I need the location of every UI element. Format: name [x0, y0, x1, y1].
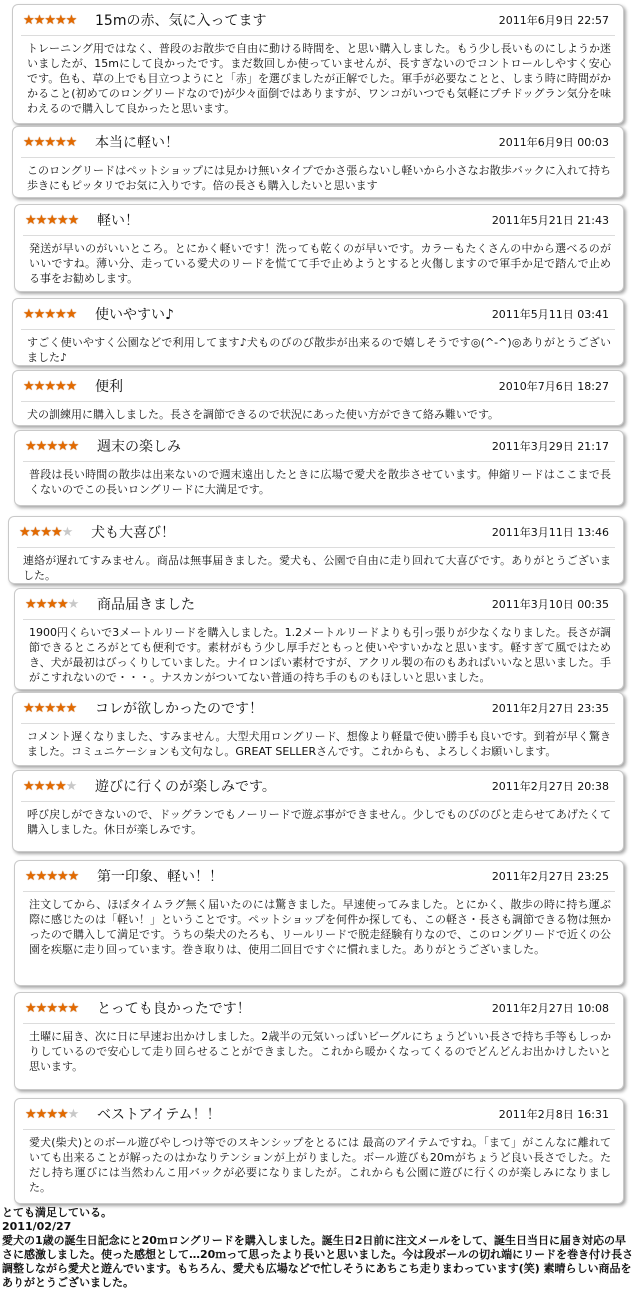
star-filled-icon: ★	[65, 701, 77, 716]
star-filled-icon: ★	[56, 869, 68, 884]
review-body: 犬の訓練用に購入しました。長さを調節できるので状況にあった使い方ができて絡み難いです。	[27, 408, 500, 421]
star-filled-icon: ★	[44, 701, 55, 716]
star-filled-icon: ★	[29, 525, 41, 540]
star-filled-icon: ★	[46, 1107, 57, 1122]
star-filled-icon: ★	[44, 379, 55, 394]
star-filled-icon: ★	[46, 213, 57, 228]
star-filled-icon: ★	[54, 307, 66, 322]
review-title: とっても良かったです！	[97, 1001, 251, 1017]
star-filled-icon: ★	[46, 1001, 57, 1016]
review-date: 2011年2月27日 20:38	[491, 780, 609, 793]
review-header	[25, 437, 613, 459]
star-filled-icon: ★	[54, 13, 66, 28]
review-title: 遊びに行くのが楽しみです。	[95, 779, 276, 795]
review-body: 土曜に届き、次に日に早速お出かけしました。2歳半の元気いっぱいビーグルにちょうどいい長さで持ち手等もしっかりしているので安心して走り回らせることができました。これから暖かくなってくるのでどんどんお出かけしたいと思います。	[29, 1030, 611, 1073]
star-filled-icon: ★	[54, 701, 66, 716]
review-header	[23, 699, 613, 721]
footer-review-body: 愛犬の1歳の誕生日記念にと20ｍロングリードを購入しました。誕生日2日前に注文メールをして、誕生日当日に届き対応の早さに感激しました。使った感想として…20ｍって思ったより長いと思いました。今は段ボールの切れ端にリードを巻き付け長さ調整しながら愛犬と遊んでいます。もちろん、愛犬も広場などで忙しそうにあちこち走りまわっています(笑) 素晴らしい商品をありがとうございました。	[2, 1234, 634, 1288]
divider	[21, 35, 615, 36]
review-title: 本当に軽い！	[95, 135, 179, 151]
star-filled-icon: ★	[54, 779, 66, 794]
review-card	[12, 770, 624, 852]
star-rating	[25, 212, 78, 230]
review-header	[25, 1105, 613, 1127]
review-card	[12, 692, 624, 766]
star-filled-icon: ★	[23, 779, 34, 794]
review-card	[12, 4, 624, 124]
star-filled-icon: ★	[40, 525, 51, 540]
star-filled-icon: ★	[33, 779, 45, 794]
review-card	[14, 204, 624, 292]
review-card	[14, 992, 624, 1090]
review-date: 2011年6月9日 22:57	[498, 14, 609, 27]
review-date: 2011年3月11日 13:46	[491, 526, 609, 539]
star-filled-icon: ★	[33, 379, 45, 394]
review-card	[12, 298, 624, 366]
review-header	[23, 133, 613, 155]
star-filled-icon: ★	[23, 379, 34, 394]
review-date: 2011年5月21日 21:43	[491, 214, 609, 227]
star-filled-icon: ★	[35, 1107, 47, 1122]
star-filled-icon: ★	[67, 213, 79, 228]
review-title: 犬も大喜び！	[91, 525, 175, 541]
footer-review-title: とても満足している。	[2, 1206, 112, 1219]
star-filled-icon: ★	[35, 869, 47, 884]
review-header	[23, 377, 613, 399]
review-card	[12, 126, 624, 198]
star-rating	[25, 1000, 78, 1018]
star-filled-icon: ★	[25, 439, 36, 454]
star-filled-icon: ★	[46, 597, 57, 612]
star-filled-icon: ★	[44, 779, 55, 794]
star-rating	[23, 306, 76, 324]
divider	[21, 723, 615, 724]
review-title: コレが欲しかったのです！	[95, 701, 263, 717]
review-date: 2011年2月27日 23:25	[491, 870, 609, 883]
divider	[21, 329, 615, 330]
star-filled-icon: ★	[35, 597, 47, 612]
review-body: コメント遅くなりました、すみません。大型犬用ロングリード、想像より軽量で使い勝手も良いです。到着が早く驚きました。コミュニケーションも文句なし。GREAT SELLERさんです。これからも、よろしくお願いします。	[27, 730, 611, 758]
divider	[23, 891, 615, 892]
star-filled-icon: ★	[44, 135, 55, 150]
review-header	[25, 999, 613, 1021]
star-filled-icon: ★	[56, 1001, 68, 1016]
star-filled-icon: ★	[25, 1107, 36, 1122]
review-date: 2011年2月8日 16:31	[498, 1108, 609, 1121]
star-filled-icon: ★	[56, 1107, 68, 1122]
star-filled-icon: ★	[23, 701, 34, 716]
review-date: 2010年7月6日 18:27	[498, 380, 609, 393]
star-filled-icon: ★	[50, 525, 62, 540]
star-filled-icon: ★	[56, 213, 68, 228]
review-date: 2011年2月27日 23:35	[491, 702, 609, 715]
star-rating	[25, 438, 78, 456]
review-body: 連絡が遅れてすみません。商品は無事届きました。愛犬も、公園で自由に走り回れて大喜びです。ありがとうございました。	[23, 554, 611, 582]
divider	[21, 801, 615, 802]
star-rating	[25, 1106, 78, 1124]
review-card	[8, 516, 624, 584]
star-filled-icon: ★	[25, 1001, 36, 1016]
review-body: 普段は長い時間の散歩は出来ないので週末遠出したときに広場で愛犬を散歩させています。伸縮リードはここまで長くないのでこの長いロングリードに大満足です。	[29, 468, 611, 496]
review-body: トレーニング用ではなく、普段のお散歩で自由に動ける時間を、と思い購入しました。もう少し長いものにしようか迷いましたが、15mにして良かったです。まだ数回しか使っていませんが、長すぎないのでコントロールしやすく安心です。色も、草の上でも目立つようにと「赤」を選びましたが正解でした。軍手が必要なことと、しまう時に時間がかかること(初めてのロングリードなので)が少々面倒ではありますが、ワンコがいつでも気軽にプチドッグラン気分を味わえるので購入して良かったと思います。	[27, 42, 611, 115]
star-rating	[23, 778, 76, 796]
review-header	[25, 595, 613, 617]
star-filled-icon: ★	[23, 135, 34, 150]
star-filled-icon: ★	[54, 379, 66, 394]
star-rating	[25, 868, 78, 886]
review-body: 注文してから、ほぼタイムラグ無く届いたのには驚きました。早速使ってみました。とにかく、散歩の時に持ち運ぶ際に感じたのは「軽い！」ということです。ペットショップを何件か探しても、この軽さ・長さも調節できる物は無かったので購入して満足です。うちの柴犬のたろも、リールリードで脱走経験有りなので、このロングリードで近くの公園を疾駆に走り回っています。巻き取りは、使用二回目ですぐに慣れました。ありがとうございました。	[29, 898, 611, 956]
star-filled-icon: ★	[54, 135, 66, 150]
review-title: 商品届きました	[97, 597, 195, 613]
divider	[23, 235, 615, 236]
star-filled-icon: ★	[44, 13, 55, 28]
review-date: 2011年5月11日 03:41	[491, 308, 609, 321]
star-rating	[23, 12, 76, 30]
star-filled-icon: ★	[67, 439, 79, 454]
star-filled-icon: ★	[35, 213, 47, 228]
review-title: 15mの赤、気に入ってます	[95, 13, 267, 29]
star-filled-icon: ★	[25, 213, 36, 228]
star-filled-icon: ★	[33, 307, 45, 322]
star-filled-icon: ★	[25, 597, 36, 612]
star-filled-icon: ★	[65, 379, 77, 394]
star-rating	[23, 134, 76, 152]
review-title: 便利	[95, 379, 123, 395]
star-filled-icon: ★	[65, 307, 77, 322]
review-date: 2011年3月29日 21:17	[491, 440, 609, 453]
review-date: 2011年3月10日 00:35	[491, 598, 609, 611]
review-card	[14, 1098, 624, 1204]
star-filled-icon: ★	[33, 701, 45, 716]
star-empty-icon: ★	[61, 525, 73, 540]
divider	[21, 157, 615, 158]
star-filled-icon: ★	[19, 525, 30, 540]
review-header	[23, 11, 613, 33]
divider	[23, 619, 615, 620]
star-rating	[25, 596, 78, 614]
star-empty-icon: ★	[65, 779, 77, 794]
divider	[23, 1129, 615, 1130]
review-title: ベストアイテム！！	[97, 1107, 221, 1123]
review-body: 呼び戻しができないので、ドッグランでもノーリードで遊ぶ事ができません。少しでものびのびと走らせてあげたくて購入しました。休日が楽しみです。	[27, 808, 611, 836]
review-card	[14, 430, 624, 506]
star-filled-icon: ★	[33, 135, 45, 150]
star-rating	[23, 378, 76, 396]
star-rating	[19, 524, 72, 542]
star-filled-icon: ★	[25, 869, 36, 884]
star-filled-icon: ★	[56, 439, 68, 454]
footer-review-date: 2011/02/27	[2, 1220, 72, 1233]
star-filled-icon: ★	[56, 597, 68, 612]
star-empty-icon: ★	[67, 597, 79, 612]
review-date: 2011年2月27日 10:08	[491, 1002, 609, 1015]
review-body: 愛犬(柴犬)とのボール遊びやしつけ等でのスキンシップをとるには 最高のアイテムですね。「まて」がこんなに離れていても出来ることが解ったのはかなりテンションが上がりました。ボール遊びも20mがちょうど良い長さでした。ただし持ち運びには当然わんこ用バックが必要になりましたが。これからも公園に遊びに行くのが楽しみになりました。	[29, 1136, 611, 1194]
star-filled-icon: ★	[23, 13, 34, 28]
divider	[21, 401, 615, 402]
star-empty-icon: ★	[67, 1107, 79, 1122]
star-filled-icon: ★	[33, 13, 45, 28]
star-filled-icon: ★	[46, 439, 57, 454]
review-header	[19, 523, 613, 545]
divider	[23, 461, 615, 462]
review-title: 使いやすい♪	[95, 307, 174, 323]
review-header	[25, 211, 613, 233]
review-body: すごく使いやすく公園などで利用してます♪犬ものびのび散歩が出来るので嬉しそうです◎(^-^)◎ありがとうございました♪	[27, 336, 611, 364]
star-filled-icon: ★	[44, 307, 55, 322]
review-body: 1900円くらいで3メートルリードを購入しました。1.2メートルリードよりも引っ張りが少なくなりました。長さが調節できるところがとても便利です。素材がもう少し厚手だともっと使いやすいかなと思います。軽すぎて風ではためき、犬が最初はびっくりしていました。ナイロンぽい素材ですが、アクリル製の布のもあればいいなと思いました。手がこすれないので・・・。ナスカンがついてない普通の持ち手のものもほしいと思いました。	[29, 626, 611, 684]
divider	[23, 1023, 615, 1024]
review-card	[12, 370, 624, 426]
star-filled-icon: ★	[35, 1001, 47, 1016]
star-filled-icon: ★	[65, 13, 77, 28]
review-header	[25, 867, 613, 889]
review-header	[23, 305, 613, 327]
review-title: 第一印象、軽い！！	[97, 869, 223, 885]
star-filled-icon: ★	[46, 869, 57, 884]
star-filled-icon: ★	[35, 439, 47, 454]
review-card	[14, 860, 624, 986]
review-date: 2011年6月9日 00:03	[498, 136, 609, 149]
review-body: 発送が早いのがいいところ。とにかく軽いです！洗っても乾くのが早いです。カラーもたくさんの中から選べるのがいいですね。薄い分、走っている愛犬のリードを慌てて手で止めようとすると火傷しますので軍手か足で踏んで止める事をお勧めします。	[29, 242, 611, 285]
star-rating	[23, 700, 76, 718]
review-body: このロングリードはペットショップには見かけ無いタイプでかさ張らないし軽いから小さなお散歩バックに入れて持ち歩きにもピッタリでお気に入りです。倍の長さも購入したいと思います	[27, 164, 611, 192]
star-filled-icon: ★	[67, 869, 79, 884]
review-card	[14, 588, 624, 690]
star-filled-icon: ★	[65, 135, 77, 150]
star-filled-icon: ★	[67, 1001, 79, 1016]
review-title: 軽い！	[97, 213, 139, 229]
review-header	[23, 777, 613, 799]
review-title: 週末の楽しみ	[97, 439, 181, 455]
divider	[17, 547, 615, 548]
star-filled-icon: ★	[23, 307, 34, 322]
